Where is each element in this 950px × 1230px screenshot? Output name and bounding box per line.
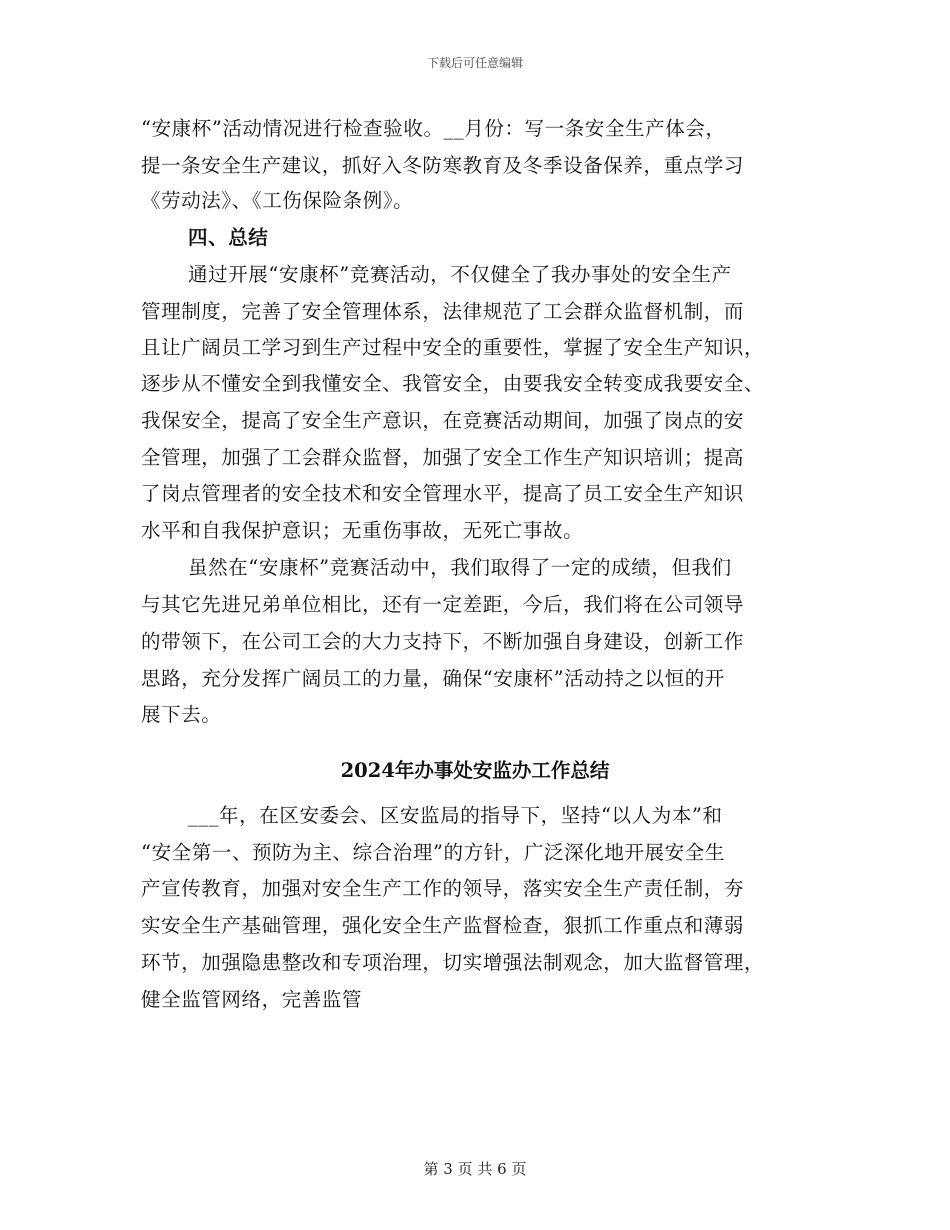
body-text-line: 的带领下，在公司工会的大力支持下，不断加强自身建设，创新工作 bbox=[141, 630, 745, 653]
body-text-line: “安康杯”活动情况进行检查验收。__月份：写一条安全生产体会， bbox=[141, 117, 726, 140]
page-header-note: 下载后可任意编辑 bbox=[426, 56, 523, 70]
document-title: 2024年办事处安监办工作总结 bbox=[340, 759, 610, 782]
body-text-line: 了岗点管理者的安全技术和安全管理水平，提高了员工安全生产知识 bbox=[141, 482, 745, 505]
body-text-line: 实安全生产基础管理，强化安全生产监督检查，狠抓工作重点和薄弱 bbox=[141, 914, 745, 937]
body-text-line: 提一条安全生产建议，抓好入冬防寒教育及冬季设备保养，重点学习 bbox=[141, 154, 745, 177]
body-text-line: 《劳动法》、《工伤保险条例》。 bbox=[141, 189, 414, 212]
page-number-footer: 第 3 页 共 6 页 bbox=[423, 1160, 527, 1178]
body-text-line: 与其它先进兄弟单位相比，还有一定差距，今后，我们将在公司领导 bbox=[141, 593, 745, 616]
section-heading-summary: 四、总结 bbox=[188, 226, 269, 249]
body-text-line: 通过开展“安康杯”竞赛活动，不仅健全了我办事处的安全生产 bbox=[188, 263, 732, 286]
body-text-line: “安全第一、预防为主、综合治理”的方针，广泛深化地开展安全生 bbox=[141, 841, 725, 864]
body-text-line: 且让广阔员工学习到生产过程中安全的重要性，掌握了安全生产知识， bbox=[141, 336, 765, 359]
body-text-line: 产宣传教育，加强对安全生产工作的领导，落实安全生产责任制，夯 bbox=[141, 877, 745, 900]
body-text-line: 思路，充分发挥广阔员工的力量，确保“安康杯”活动持之以恒的开 bbox=[141, 667, 725, 690]
body-text-line: 虽然在“安康杯”竞赛活动中，我们取得了一定的成绩，但我们 bbox=[188, 556, 732, 579]
body-text-line: 健全监管网络，完善监管 bbox=[141, 988, 363, 1011]
body-text-line: 我保安全，提高了安全生产意识，在竞赛活动期间，加强了岗点的安 bbox=[141, 409, 745, 432]
body-text-line: 逐步从不懂安全到我懂安全、我管安全，由要我安全转变成我要安全、 bbox=[141, 372, 765, 395]
body-text-line: 环节，加强隐患整改和专项治理，切实增强法制观念，加大监督管理， bbox=[141, 951, 765, 974]
body-text-line: 展下去。 bbox=[141, 703, 222, 726]
body-text-line: ___年，在区安委会、区安监局的指导下，坚持“以人为本”和 bbox=[188, 804, 723, 827]
body-text-line: 管理制度，完善了安全管理体系，法律规范了工会群众监督机制，而 bbox=[141, 300, 745, 323]
body-text-line: 水平和自我保护意识；无重伤事故，无死亡事故。 bbox=[141, 519, 584, 542]
body-text-line: 全管理，加强了工会群众监督，加强了安全工作生产知识培训；提高 bbox=[141, 446, 745, 469]
